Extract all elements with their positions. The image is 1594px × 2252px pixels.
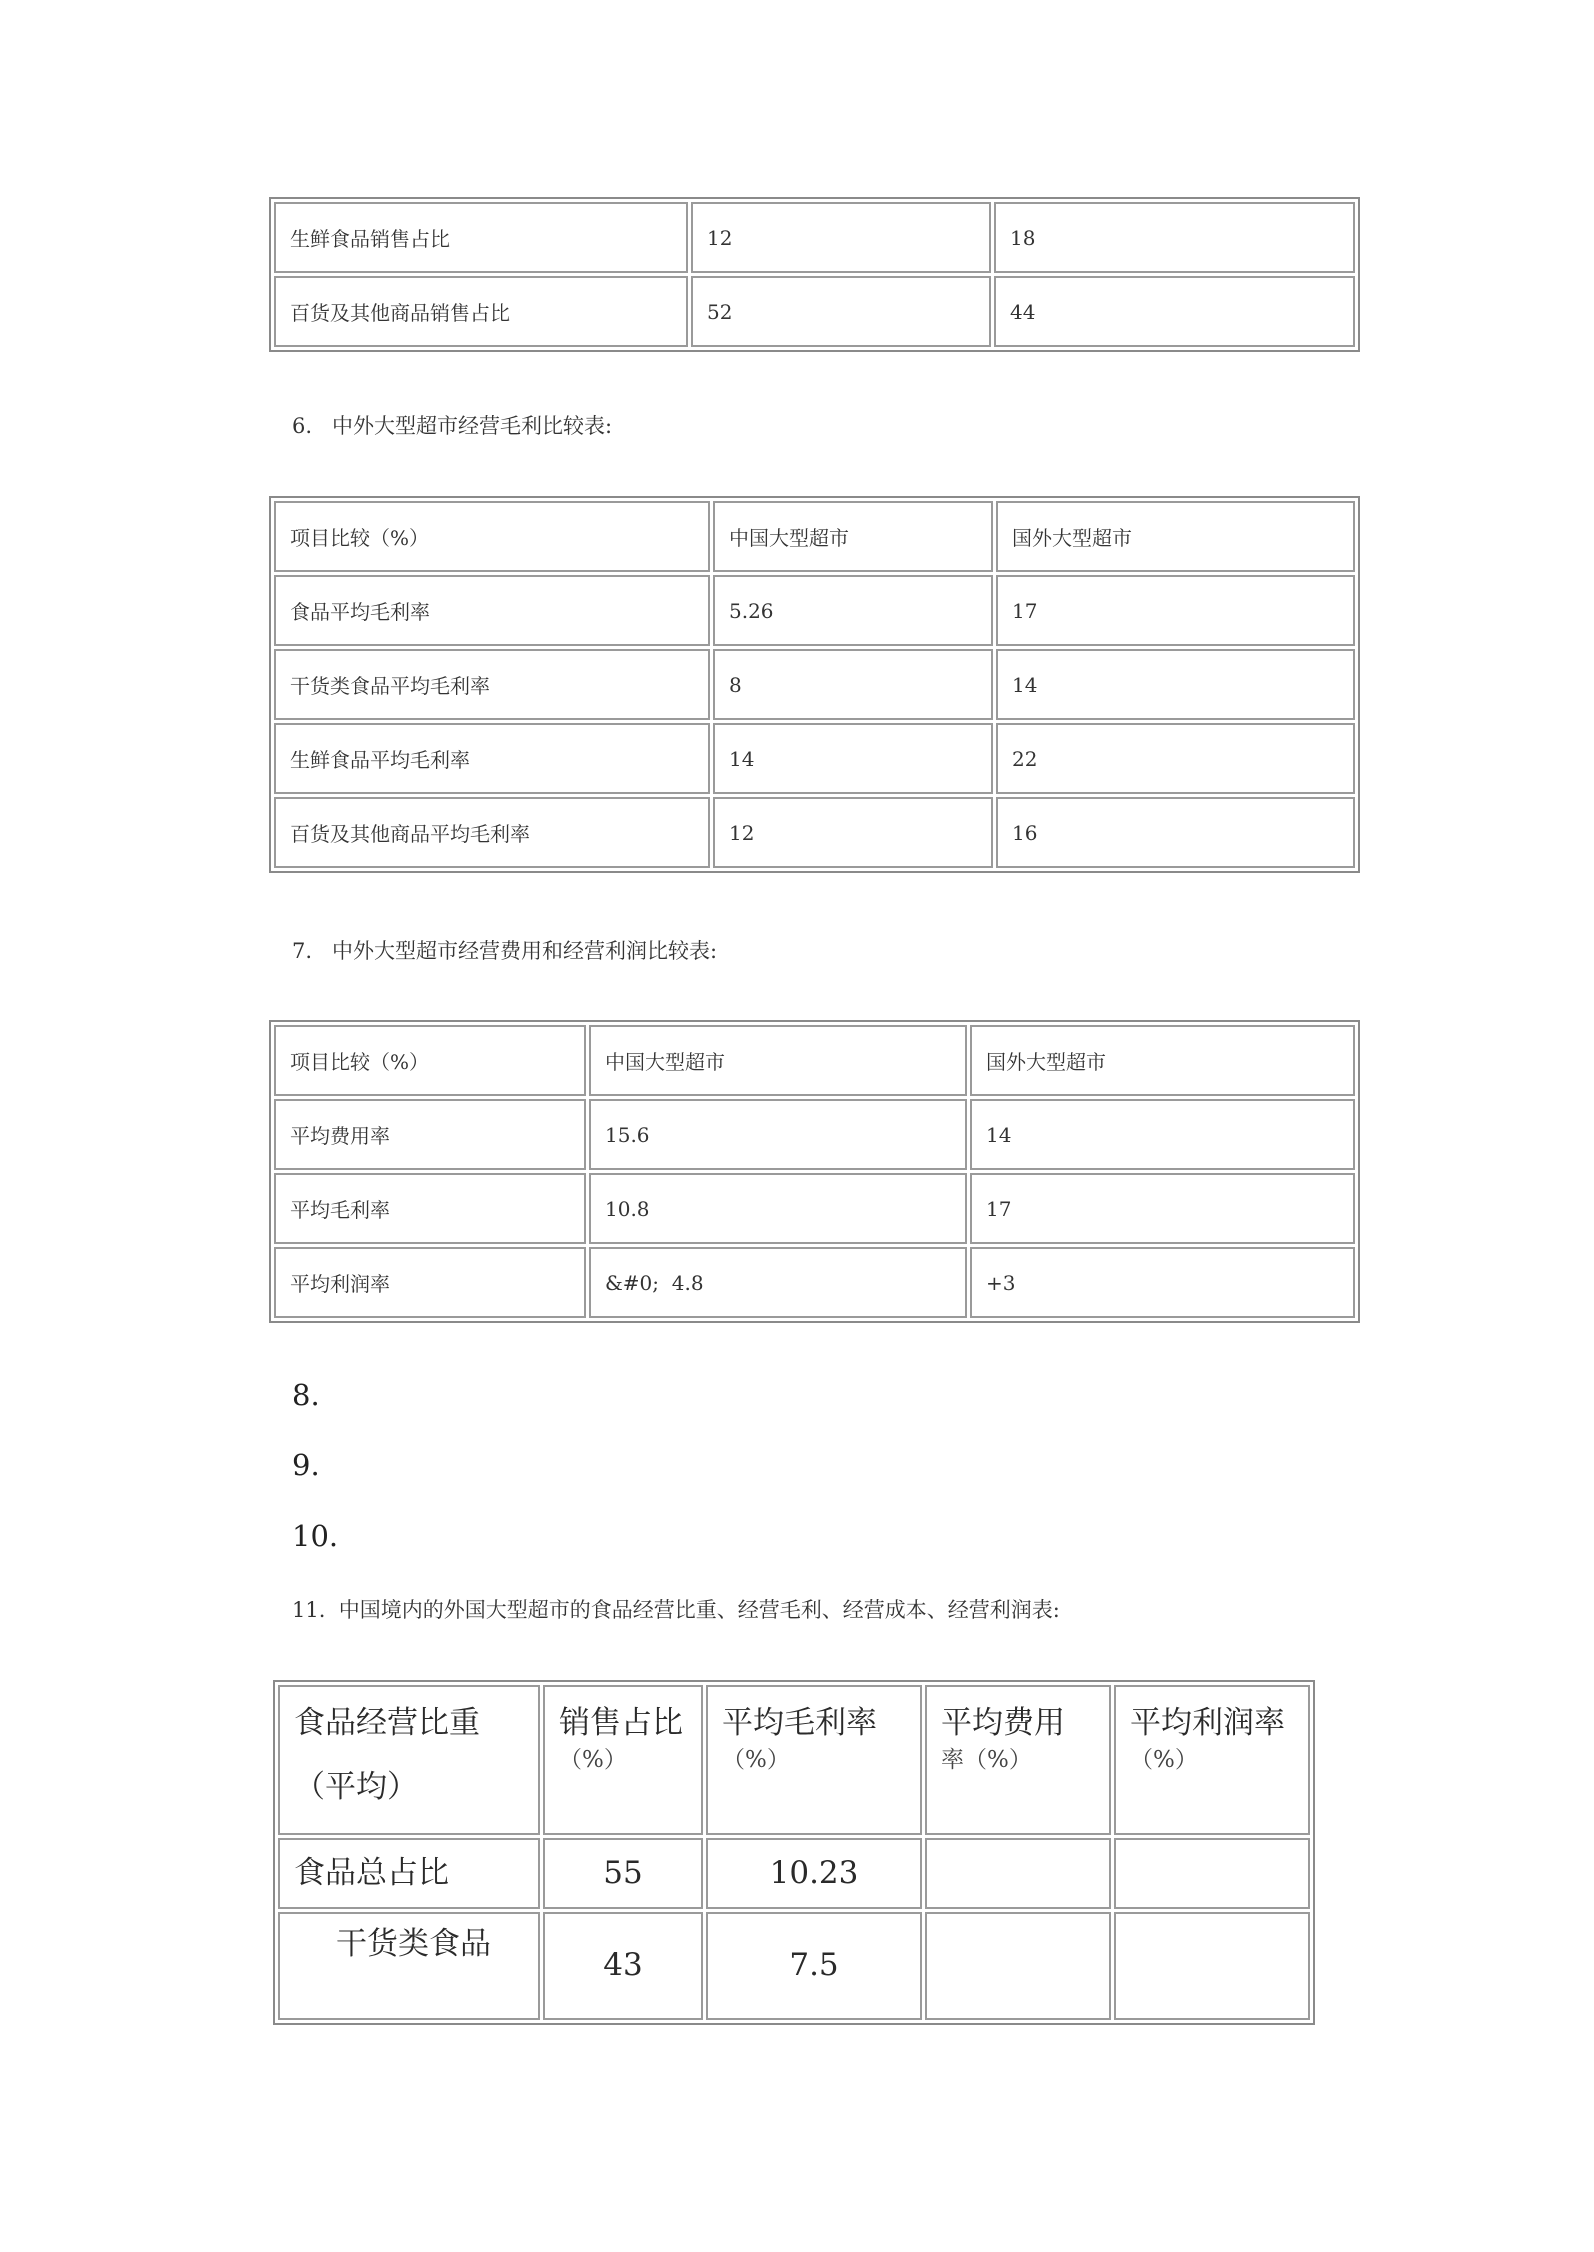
header-sub: 率（%） — [941, 1746, 1032, 1773]
row-label: 百货及其他商品销售占比 — [274, 276, 688, 347]
row-label: 生鲜食品销售占比 — [274, 202, 688, 273]
section-7-caption: 7. 中外大型超市经营费用和经营利润比较表: — [292, 939, 718, 963]
cell-gross-margin: 10.23 — [706, 1838, 922, 1909]
table-header-row — [274, 1025, 1355, 1096]
cell-china: 12 — [713, 797, 993, 868]
header-profit-rate — [1114, 1685, 1310, 1835]
cell-china: 5.26 — [713, 575, 993, 646]
table-row — [274, 1099, 1355, 1170]
cell-expense-rate — [925, 1912, 1111, 2020]
cell-foreign: 17 — [996, 575, 1355, 646]
row-label: 干货类食品平均毛利率 — [274, 649, 710, 720]
table-row — [274, 202, 1355, 273]
cell-foreign: 16 — [996, 797, 1355, 868]
cell-china: 14 — [713, 723, 993, 794]
header-sub: （%） — [722, 1746, 790, 1773]
row-label: 百货及其他商品平均毛利率 — [274, 797, 710, 868]
table-food-share — [273, 1680, 1315, 2025]
cell-foreign: 17 — [970, 1173, 1355, 1244]
header-expense-rate — [925, 1685, 1111, 1835]
table-row — [274, 797, 1355, 868]
cell-foreign: 44 — [994, 276, 1355, 347]
cell-china: 52 — [691, 276, 991, 347]
table-row — [274, 575, 1355, 646]
table-header-row — [278, 1685, 1310, 1835]
table-expense-profit — [269, 1020, 1360, 1323]
cell-sales-share: 55 — [543, 1838, 703, 1909]
cell-foreign: 18 — [994, 202, 1355, 273]
cell-china: 10.8 — [589, 1173, 967, 1244]
header-china: 中国大型超市 — [589, 1025, 967, 1096]
list-number-9: 9. — [292, 1448, 320, 1482]
list-number-10: 10. — [292, 1519, 339, 1553]
header-foreign: 国外大型超市 — [996, 501, 1355, 572]
table-sales-share — [269, 197, 1360, 352]
cell-china: &#0; 4.8 — [589, 1247, 967, 1318]
table-header-row — [274, 501, 1355, 572]
cell-china: 8 — [713, 649, 993, 720]
row-label: 干货类食品 — [278, 1912, 540, 2020]
row-label: 生鲜食品平均毛利率 — [274, 723, 710, 794]
row-label: 食品总占比 — [278, 1838, 540, 1909]
header-foreign: 国外大型超市 — [970, 1025, 1355, 1096]
cell-expense-rate — [925, 1838, 1111, 1909]
table-row — [274, 1173, 1355, 1244]
header-sub: （%） — [559, 1746, 627, 1773]
cell-sales-share: 43 — [543, 1912, 703, 2020]
header-main: 食品经营比重 — [294, 1705, 480, 1741]
cell-profit-rate — [1114, 1912, 1310, 2020]
header-china: 中国大型超市 — [713, 501, 993, 572]
header-main: 平均费用 — [941, 1705, 1065, 1741]
header-gross-margin — [706, 1685, 922, 1835]
header-item: 项目比较（%） — [274, 501, 710, 572]
cell-foreign: +3 — [970, 1247, 1355, 1318]
table-row — [274, 276, 1355, 347]
list-number-8: 8. — [292, 1378, 320, 1412]
cell-china: 12 — [691, 202, 991, 273]
section-6-caption: 6. 中外大型超市经营毛利比较表: — [292, 414, 613, 438]
header-main: 平均毛利率 — [722, 1705, 877, 1741]
header-main: 平均利润率 — [1130, 1705, 1285, 1741]
cell-foreign: 14 — [996, 649, 1355, 720]
table-row — [278, 1912, 1310, 2020]
row-label: 平均利润率 — [274, 1247, 586, 1318]
table-row — [274, 723, 1355, 794]
cell-foreign: 14 — [970, 1099, 1355, 1170]
table-row — [278, 1838, 1310, 1909]
row-label: 平均毛利率 — [274, 1173, 586, 1244]
cell-china: 15.6 — [589, 1099, 967, 1170]
row-label: 食品平均毛利率 — [274, 575, 710, 646]
cell-profit-rate — [1114, 1838, 1310, 1909]
cell-foreign: 22 — [996, 723, 1355, 794]
header-item: 项目比较（%） — [274, 1025, 586, 1096]
cell-gross-margin: 7.5 — [706, 1912, 922, 2020]
header-sub: （%） — [1130, 1746, 1198, 1773]
table-gross-margin — [269, 496, 1360, 873]
row-label: 平均费用率 — [274, 1099, 586, 1170]
table-row — [274, 1247, 1355, 1318]
header-main: 销售占比 — [559, 1705, 683, 1741]
table-row — [274, 649, 1355, 720]
section-11-caption: 11. 中国境内的外国大型超市的食品经营比重、经营毛利、经营成本、经营利润表: — [292, 1598, 1060, 1622]
header-sub: （平均） — [294, 1768, 418, 1805]
header-sales-share — [543, 1685, 703, 1835]
header-food-share — [278, 1685, 540, 1835]
